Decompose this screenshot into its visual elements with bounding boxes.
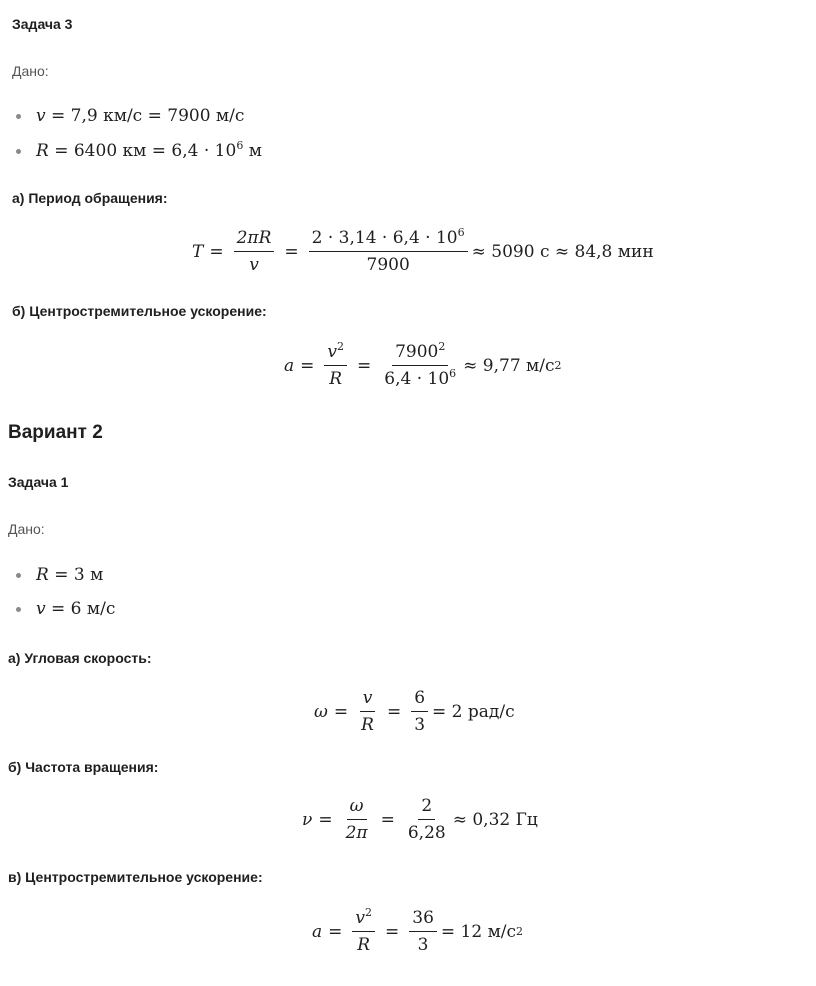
lhs: T: [192, 241, 204, 262]
task1-c-title: в) Центростремительное ускорение:: [8, 869, 263, 885]
exponent: 2: [438, 340, 446, 353]
list-item: [16, 141, 262, 161]
denominator: 3: [414, 715, 426, 735]
task1-a-title: а) Угловая скорость:: [8, 650, 152, 666]
numerator: v: [362, 688, 373, 708]
frequency-formula: ν = $\frac{\omega}{2\pi}$ = $\frac{2}{6,28}$ ≈ 0,32 Гц: [302, 796, 538, 843]
exponent: 6: [236, 139, 244, 152]
list-item: [16, 565, 103, 585]
acceleration-formula: a = $\frac{v^2}{R}$ = $\frac{7900^2}{6,4 \cdot 10^6}$ ≈ 9,77 м/с 2: [284, 340, 562, 389]
denominator: 2π: [345, 823, 368, 843]
fraction: [234, 228, 275, 275]
fraction: [309, 228, 468, 275]
fraction: [358, 688, 377, 735]
list-item: [16, 106, 244, 126]
exponent: 6: [457, 226, 465, 239]
list-item: [16, 599, 115, 619]
variable: R: [36, 565, 49, 585]
task1-b-title: б) Частота вращения:: [8, 759, 159, 775]
denominator: 6,4 · 10: [384, 369, 450, 389]
task1-given-label: Дано:: [8, 521, 45, 537]
angular-velocity-formula: ω = $\frac{v}{R}$ = $\frac{6}{3}$ = 2 рад/с: [314, 688, 515, 735]
fraction: [381, 342, 459, 389]
numerator: 2πR: [236, 228, 272, 248]
given-formula: [36, 565, 103, 585]
denominator: v: [249, 255, 259, 275]
variable: v: [36, 106, 46, 126]
fraction: [352, 908, 375, 955]
fraction: [405, 796, 449, 843]
numerator: ω: [349, 796, 364, 816]
result: ≈ 9,77 м/с: [463, 355, 555, 376]
exponent: 2: [365, 906, 372, 919]
numerator: 36: [412, 908, 434, 928]
numerator: v: [355, 908, 365, 928]
denominator: R: [357, 935, 371, 955]
expression: = 6400 км = 6,4 · 10: [54, 141, 237, 161]
numerator: 2 · 3,14 · 6,4 · 10: [311, 228, 458, 248]
result: ≈ 5090 с ≈ 84,8 мин: [471, 241, 654, 262]
result: = 2 рад/с: [432, 701, 515, 722]
bullet-icon: [16, 114, 21, 119]
denominator: 7900: [366, 255, 410, 275]
expression: = 6 м/с: [51, 599, 116, 619]
fraction: [343, 796, 371, 843]
result: = 12 м/с: [440, 921, 517, 942]
exponent: 2: [337, 340, 344, 353]
bullet-icon: [16, 573, 21, 578]
expression: = 3 м: [54, 565, 104, 585]
result: ≈ 0,32 Гц: [452, 809, 538, 830]
numerator: 2: [421, 796, 433, 816]
variable: R: [36, 141, 49, 161]
denominator: 6,28: [407, 823, 446, 843]
expression: = 7,9 км/с = 7900 м/с: [51, 106, 245, 126]
bullet-icon: [16, 607, 21, 612]
variable: v: [36, 599, 46, 619]
numerator: 7900: [395, 342, 439, 362]
bullet-icon: [16, 149, 21, 154]
exponent: 6: [449, 367, 457, 380]
lhs: a: [312, 921, 323, 942]
variant2-title: Вариант 2: [8, 422, 103, 443]
centripetal-acceleration-formula: a = $\frac{v^2}{R}$ = $\frac{36}{3}$ = 12 м/с 2: [312, 906, 524, 955]
task3-title: Задача 3: [12, 16, 73, 32]
fraction: [411, 688, 428, 735]
fraction: [409, 908, 437, 955]
lhs: ω: [314, 701, 328, 722]
fraction: [324, 342, 347, 389]
given-formula: [36, 106, 244, 126]
given-formula: [36, 141, 262, 161]
task3-given-label: Дано:: [12, 63, 49, 79]
task3-a-title: а) Период обращения:: [12, 190, 168, 206]
task1-title: Задача 1: [8, 474, 69, 490]
denominator: R: [361, 715, 374, 735]
denominator: R: [329, 369, 343, 389]
lhs: ν: [302, 809, 313, 830]
numerator: 6: [414, 688, 426, 708]
period-formula: T = $\frac{2\pi R}{v}$ = $\frac{2 \cdot 3,14 \cdot 6,4 \cdot 10^6}{7900}$ ≈ 5090 с ≈ 84,8 мин: [192, 226, 654, 275]
denominator: 3: [417, 935, 429, 955]
task3-b-title: б) Центростремительное ускорение:: [12, 303, 267, 319]
unit: м: [243, 141, 262, 161]
given-formula: [36, 599, 115, 619]
numerator: v: [327, 342, 337, 362]
lhs: a: [284, 355, 295, 376]
